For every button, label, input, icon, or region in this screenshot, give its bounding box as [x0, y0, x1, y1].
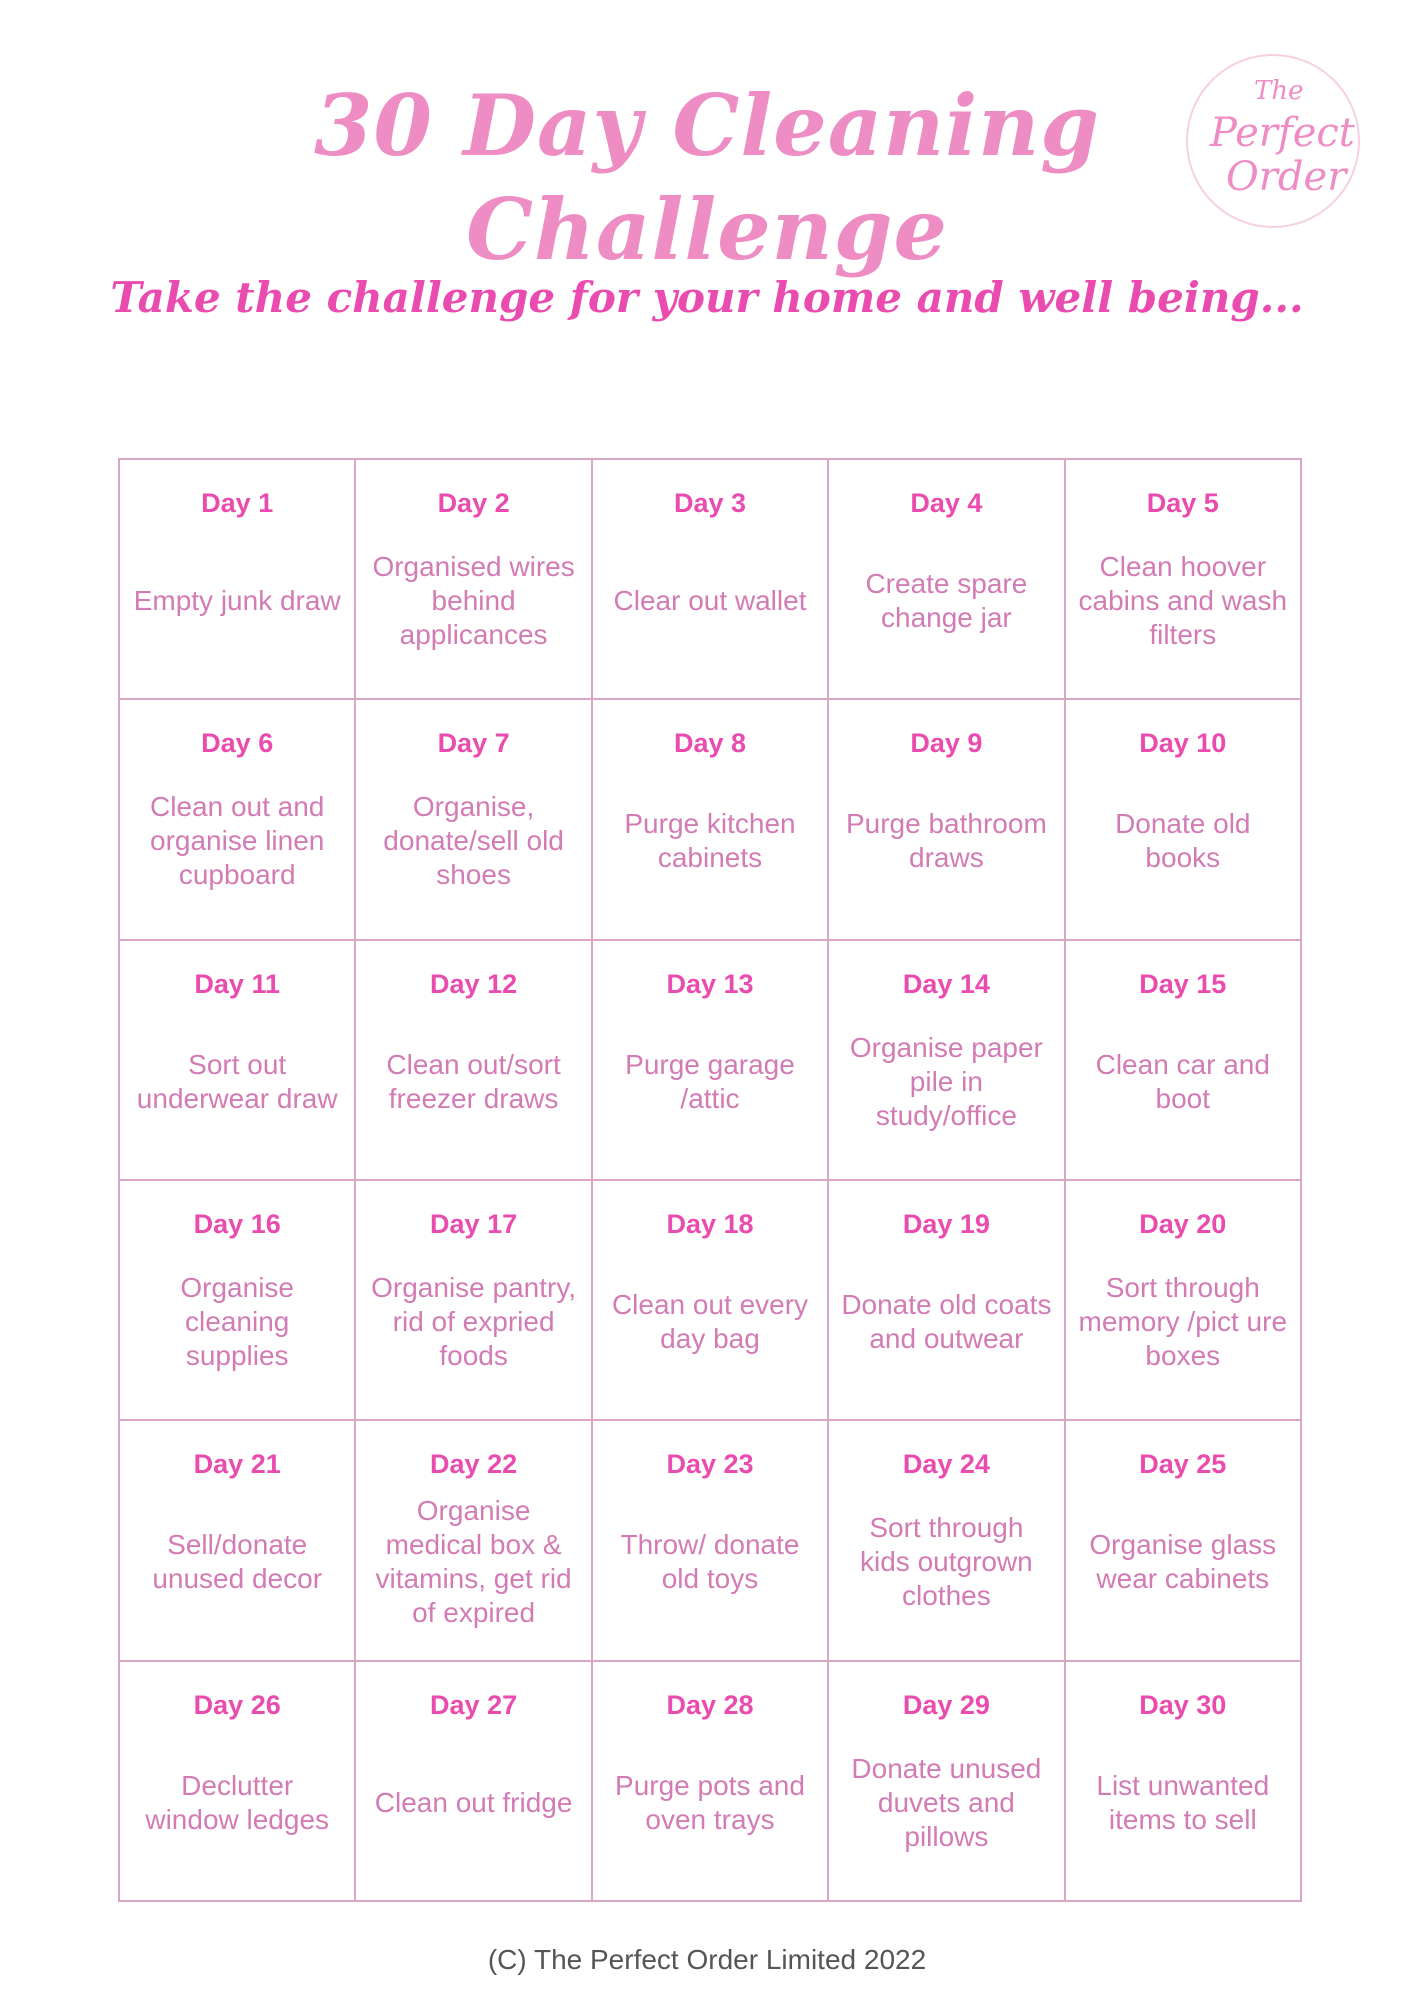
- day-task: Purge pots and oven trays: [615, 1769, 805, 1835]
- day-cell-16: [120, 1181, 356, 1421]
- day-label: Day 10: [1139, 728, 1227, 759]
- day-cell-26: [120, 1662, 356, 1902]
- day-label: Day 24: [902, 1449, 990, 1480]
- page-subtitle: Take the challenge for your home and well being...: [110, 273, 1304, 322]
- day-label: Day 25: [1139, 1449, 1227, 1480]
- day-label: Day 29: [902, 1689, 990, 1720]
- day-label: Day 30: [1139, 1689, 1227, 1720]
- day-cell-5: [1066, 460, 1302, 700]
- day-label: Day 8: [673, 728, 747, 759]
- page-title-line-1: 30 Day Cleaning: [314, 76, 1100, 175]
- day-task: Clean out/sort freezer draws: [386, 1048, 561, 1114]
- day-label: Day 19: [902, 1208, 990, 1239]
- day-label: Day 5: [1146, 488, 1219, 518]
- day-cell-23: [593, 1421, 829, 1661]
- day-task: Donate old coats and outwear: [841, 1289, 1052, 1355]
- day-task: Organise cleaning supplies: [180, 1272, 294, 1372]
- day-task: Clear out wallet: [613, 585, 807, 617]
- day-label: Day 3: [673, 488, 747, 518]
- day-label: Day 7: [437, 728, 510, 759]
- day-cell-30: [1066, 1662, 1302, 1902]
- day-cell-10: [1066, 700, 1302, 940]
- day-task: Organised wires behind applicances: [372, 551, 575, 651]
- day-task: Clean out fridge: [374, 1786, 573, 1818]
- day-cell-9: [829, 700, 1065, 940]
- day-label: Day 16: [193, 1208, 281, 1239]
- day-label: Day 4: [910, 488, 983, 518]
- day-task: Donate unused duvets and pillows: [851, 1752, 1042, 1852]
- day-label: Day 17: [430, 1208, 518, 1239]
- day-label: Day 23: [666, 1449, 754, 1480]
- day-task: Clean car and boot: [1095, 1048, 1270, 1114]
- logo-text-order: Order: [1226, 154, 1347, 200]
- day-cell-11: [120, 941, 356, 1181]
- day-label: Day 28: [666, 1689, 754, 1720]
- day-label: Day 6: [201, 728, 274, 759]
- day-task: Organise, donate/sell old shoes: [383, 791, 564, 891]
- day-task: Donate old books: [1115, 808, 1251, 874]
- day-task: Organise pantry, rid of expried foods: [371, 1272, 577, 1372]
- day-cell-15: [1066, 941, 1302, 1181]
- day-task: Organise medical box & vitamins, get rid of expired: [375, 1495, 572, 1629]
- day-cell-14: [829, 941, 1065, 1181]
- day-label: Day 9: [910, 728, 983, 759]
- day-label: Day 27: [430, 1689, 518, 1720]
- day-task: Sort out underwear draw: [136, 1048, 338, 1114]
- logo-text-the: The: [1254, 76, 1304, 106]
- day-cell-13: [593, 941, 829, 1181]
- day-label: Day 18: [666, 1208, 754, 1239]
- day-cell-6: [120, 700, 356, 940]
- day-cell-3: [593, 460, 829, 700]
- the-perfect-order-logo: [1186, 54, 1360, 228]
- day-label: Day 2: [437, 488, 510, 518]
- day-task: Declutter window ledges: [145, 1769, 330, 1835]
- day-task: Purge bathroom draws: [845, 808, 1047, 874]
- day-task: Purge garage /attic: [625, 1048, 795, 1114]
- day-cell-22: [356, 1421, 592, 1661]
- day-task: List unwanted items to sell: [1096, 1769, 1270, 1835]
- day-label: Day 15: [1139, 968, 1227, 999]
- day-cell-8: [593, 700, 829, 940]
- day-label: Day 21: [193, 1449, 281, 1480]
- copyright-footer: (C) The Perfect Order Limited 2022: [487, 1944, 927, 1975]
- day-label: Day 13: [666, 968, 754, 999]
- page-title-line-2: Challenge: [466, 180, 948, 279]
- day-cell-19: [829, 1181, 1065, 1421]
- day-task: Clean out and organise linen cupboard: [150, 791, 325, 891]
- challenge-grid: [118, 458, 1302, 1902]
- day-cell-17: [356, 1181, 592, 1421]
- day-label: Day 14: [902, 968, 990, 999]
- day-task: Empty junk draw: [133, 585, 341, 617]
- day-cell-7: [356, 700, 592, 940]
- day-task: Sort through memory /pict ure boxes: [1078, 1272, 1288, 1372]
- day-task: Create spare change jar: [865, 568, 1028, 634]
- day-cell-25: [1066, 1421, 1302, 1661]
- day-label: Day 1: [201, 488, 274, 518]
- day-cell-20: [1066, 1181, 1302, 1421]
- day-cell-29: [829, 1662, 1065, 1902]
- day-task: Clean out every day bag: [611, 1289, 809, 1355]
- day-cell-28: [593, 1662, 829, 1902]
- day-cell-27: [356, 1662, 592, 1902]
- day-cell-24: [829, 1421, 1065, 1661]
- day-task: Sort through kids outgrown clothes: [860, 1512, 1033, 1612]
- day-cell-1: [120, 460, 356, 700]
- day-task: Purge kitchen cabinets: [624, 808, 796, 874]
- day-label: Day 20: [1139, 1208, 1227, 1239]
- day-label: Day 12: [430, 968, 518, 999]
- day-task: Organise paper pile in study/office: [849, 1031, 1043, 1131]
- day-task: Sell/donate unused decor: [152, 1529, 323, 1595]
- day-label: Day 11: [194, 968, 280, 999]
- day-cell-21: [120, 1421, 356, 1661]
- day-cell-2: [356, 460, 592, 700]
- day-label: Day 26: [193, 1689, 281, 1720]
- day-task: Organise glass wear cabinets: [1089, 1529, 1277, 1595]
- logo-text-perfect: Perfect: [1210, 110, 1355, 156]
- day-cell-18: [593, 1181, 829, 1421]
- day-cell-12: [356, 941, 592, 1181]
- day-task: Throw/ donate old toys: [620, 1529, 800, 1595]
- day-cell-4: [829, 460, 1065, 700]
- day-task: Clean hoover cabins and wash filters: [1078, 551, 1288, 651]
- day-label: Day 22: [430, 1449, 518, 1480]
